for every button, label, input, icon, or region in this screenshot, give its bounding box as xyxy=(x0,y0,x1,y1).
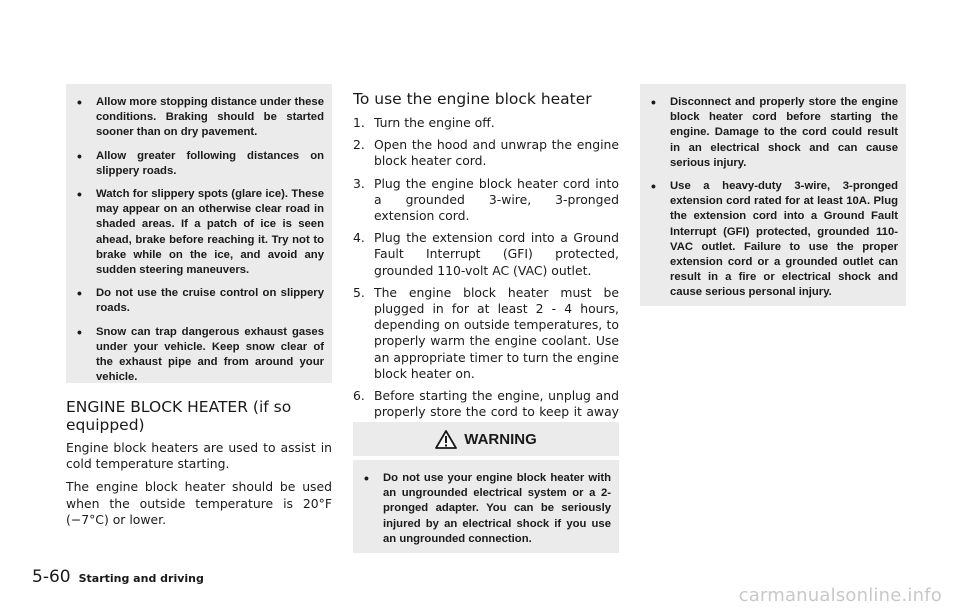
warning-header-box xyxy=(353,422,619,456)
step-number: 1. xyxy=(353,115,365,130)
step-number: 3. xyxy=(353,175,365,191)
list-item xyxy=(361,471,611,547)
bullet-text: Use a heavy-duty 3-wire, 3-pronged extension cord rated for at least 10A. Plug the extension cord into a Ground Fault Interrupt (GFI) protected, grounded 110-VAC outlet. Failure to use the proper extension cord or a grounded outlet can result in a fire or electrical shock and cause serious personal injury. xyxy=(670,180,898,299)
list-item xyxy=(74,95,324,141)
bullet-text: Disconnect and properly store the engine block heater cord before starting the engine. Damage to the cord could result in an electrical shock and can cause serious injury. xyxy=(670,96,898,169)
warning-title-row xyxy=(435,430,537,449)
bullet-text: Allow greater following distances on slippery roads. xyxy=(96,149,324,177)
step-text: Open the hood and unwrap the engine block heater cord. xyxy=(374,137,619,169)
warning-body xyxy=(361,471,611,555)
bullet-dot: • xyxy=(77,285,82,302)
engine-block-intro: Engine block heaters are used to assist in cold temperature starting. xyxy=(66,440,332,472)
step-number: 2. xyxy=(353,137,365,153)
bullet-text: Snow can trap dangerous exhaust gases under your vehicle. Keep snow clear of the exhaust pipe and from around your vehicle. xyxy=(96,325,324,384)
bullet-text: Watch for slippery spots (glare ice). These may appear on an otherwise clear road in shaded areas. If a patch of ice is seen ahead, brake before reaching it. Try not to brake while on the ice, and avoid any sudden steering maneuvers. xyxy=(96,188,324,277)
engine-block-temperature: The engine block heater should be used when the outside temperature is 20°F (−7°C) or lower. xyxy=(66,479,332,527)
bullet-text: Allow more stopping distance under these conditions. Braking should be started sooner than on dry pavement. xyxy=(96,96,324,139)
step-number: 4. xyxy=(353,230,365,246)
list-item xyxy=(353,285,619,382)
bullet-dot: • xyxy=(77,147,82,164)
step-text: Plug the extension cord into a Ground Fault Interrupt (GFI) protected, grounded 110-volt AC (VAC) outlet. xyxy=(374,230,619,278)
right-column xyxy=(648,95,898,309)
bullet-dot: • xyxy=(77,323,82,340)
watermark: carmanualsonline.info xyxy=(738,585,942,606)
list-item xyxy=(74,286,324,316)
warning-triangle-icon xyxy=(435,430,457,449)
list-item xyxy=(648,95,898,171)
bullet-dot: • xyxy=(364,470,369,486)
use-heater-heading: To use the engine block heater xyxy=(353,90,592,108)
warning-title: WARNING xyxy=(464,430,537,448)
step-number: 5. xyxy=(353,284,365,300)
bullet-dot: • xyxy=(77,186,82,203)
list-item xyxy=(353,230,619,279)
list-item xyxy=(648,179,898,301)
page-number: 5-60 xyxy=(32,567,71,587)
step-text: Plug the engine block heater cord into a grounded 3-wire, 3-pronged extension cord. xyxy=(374,175,619,224)
list-item xyxy=(74,187,324,278)
engine-block-heading: ENGINE BLOCK HEATER (if so equipped) xyxy=(66,398,292,434)
step-text: The engine block heater must be plugged in for at least 2 - 4 hours, depending on outside temperatures, to properly warm the engine coolant. Use an appropriate timer to turn the engine block heater on. xyxy=(374,284,619,381)
list-item xyxy=(353,176,619,225)
step-text: Before starting the engine, unplug and properly store the cord to keep it away xyxy=(374,388,619,420)
bullet-dot: • xyxy=(651,178,656,195)
warning-list xyxy=(361,471,611,547)
bullet-dot: • xyxy=(651,94,656,110)
left-caution-list xyxy=(74,95,324,385)
step-number: 6. xyxy=(353,388,365,404)
bullet-dot: • xyxy=(77,94,82,110)
step-text: Turn the engine off. xyxy=(374,115,495,130)
list-item xyxy=(353,115,619,131)
left-column xyxy=(74,95,324,393)
section-title: Starting and driving xyxy=(78,572,204,585)
steps-list xyxy=(353,115,619,437)
middle-column xyxy=(353,90,619,443)
engine-block-section xyxy=(66,398,332,535)
list-item xyxy=(74,149,324,179)
right-caution-list xyxy=(648,95,898,301)
bullet-text: Do not use your engine block heater with an ungrounded electrical system or a 2-pronged adapter. You can be seriously injured by an electrical shock if you use an ungrounded connection. xyxy=(383,472,611,545)
list-item xyxy=(74,325,324,386)
list-item xyxy=(353,137,619,169)
page-footer xyxy=(32,567,204,587)
bullet-text: Do not use the cruise control on slippery roads. xyxy=(96,287,324,315)
